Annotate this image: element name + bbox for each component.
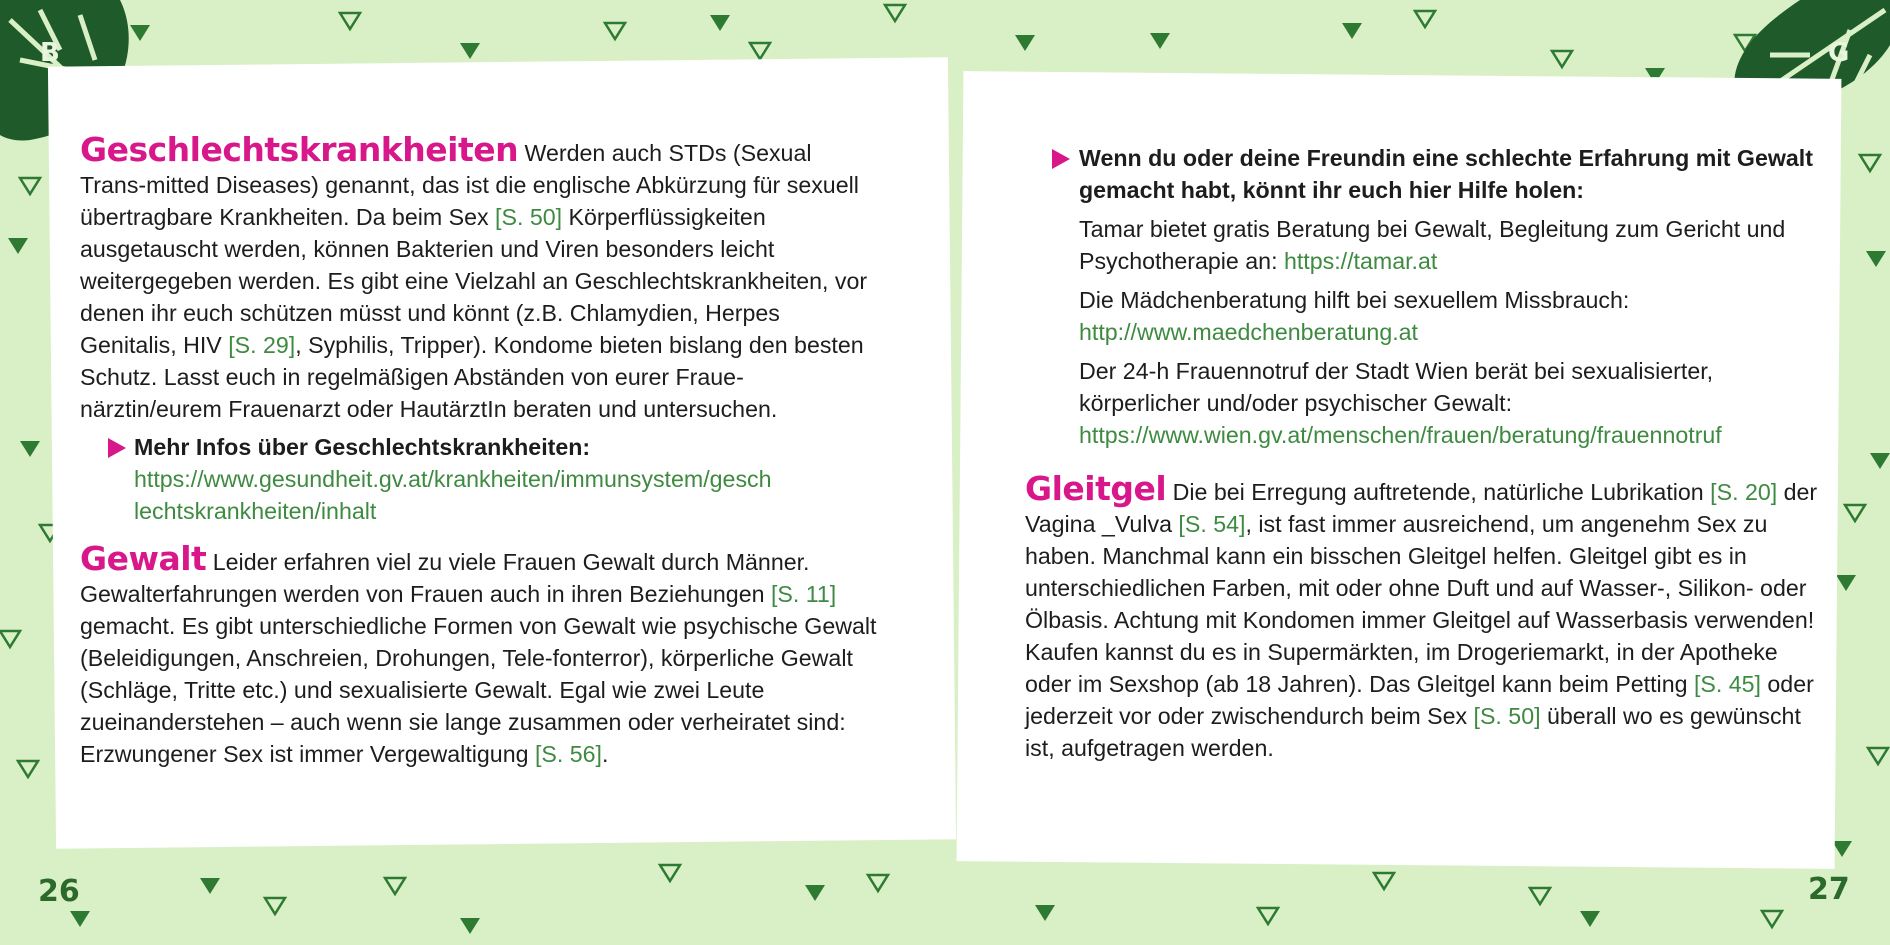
triangle-icon <box>868 875 888 891</box>
triangle-icon <box>460 918 480 934</box>
body-text: gemacht. Es gibt unterschiedliche Formen von Gewalt wie psychische Gewalt (Beleidigungen, Anschreien, Drohungen, Tele-fonterror), körperliche Gewalt (Schläge, Tritte etc.) und sexualisierte Gewalt. Egal wie zwei Leute zueinanderstehen – auch wenn sie lange zusammen oder verheiratet sind: Erzwungener Sex ist immer Vergewaltigung <box>80 613 877 767</box>
triangle-icon <box>200 878 220 894</box>
triangle-icon <box>130 25 150 41</box>
triangle-icon <box>1374 873 1394 889</box>
corner-letter-right: G <box>1828 38 1850 68</box>
triangle-icon <box>1832 841 1852 857</box>
triangle-icon <box>460 43 480 59</box>
triangle-icon <box>1552 51 1572 67</box>
triangle-icon <box>1870 453 1890 469</box>
body-text: , Syphilis, Tripper). Kondome bieten bislang den besten Schutz. Lasst euch in regelmäßigen Abständen von eurer Fraue-närztin/eurem Frauenarzt oder HautärztIn beraten und untersuchen. <box>80 332 864 422</box>
pink-arrow-icon <box>1052 149 1070 169</box>
triangle-icon <box>885 5 905 21</box>
section-gewalt <box>80 539 880 770</box>
help-item-maedchenberatung <box>1025 284 1825 348</box>
triangle-icon <box>805 885 825 901</box>
triangle-icon <box>750 43 770 59</box>
section-title-gleitgel: Gleitgel <box>1025 469 1167 508</box>
triangle-icon <box>710 15 730 31</box>
tamar-link[interactable]: https://tamar.at <box>1283 248 1438 274</box>
body-text: Körperflüssigkeiten ausgetauscht werden, können Bakterien und Viren besonders leicht weitergegeben werden. Es gibt eine Vielzahl an Geschlechtskrankheiten, vor denen ihr euch schützen müsst und könnt (z.B. Chlamydien, Herpes Genitalis, HIV <box>80 204 868 358</box>
section-gleitgel <box>1025 469 1825 764</box>
triangle-icon <box>605 23 625 39</box>
triangle-icon <box>1866 251 1886 267</box>
body-text: Werden auch STDs (Sexual Trans-mitted Diseases) genannt, das ist die englische Abkürzung für sexuell übertragbare Krankheiten. Da beim Sex <box>80 140 859 230</box>
help-item-tamar <box>1025 213 1825 277</box>
body-text: oder jederzeit vor oder zwischendurch beim Sex <box>1025 671 1814 729</box>
triangle-icon <box>340 13 360 29</box>
section-title-geschlechtskrankheiten: Geschlechtskrankheiten <box>80 130 519 169</box>
triangle-icon <box>1035 905 1055 921</box>
triangle-icon <box>385 878 405 894</box>
triangle-icon <box>70 911 90 927</box>
triangle-icon <box>1258 908 1278 924</box>
triangle-icon <box>660 865 680 881</box>
body-text: . <box>601 741 609 767</box>
triangle-icon <box>1415 11 1435 27</box>
info-box-geschlechtskrankheiten <box>80 431 880 527</box>
section-title-gewalt: Gewalt <box>80 539 207 578</box>
notruf-text: Der 24-h Frauennotruf der Stadt Wien berät bei sexualisierter, körperlicher und/oder psychischer Gewalt: <box>1079 358 1714 416</box>
corner-letter-left: B <box>40 38 60 68</box>
frauennotruf-link[interactable]: https://www.wien.gv.at/menschen/frauen/beratung/frauennotruf <box>1079 422 1722 448</box>
page-reference-link[interactable]: [S. 54] <box>1178 511 1246 537</box>
help-heading-text: Wenn du oder deine Freundin eine schlechte Erfahrung mit Gewalt gemacht habt, könnt ihr euch hier Hilfe holen: <box>1079 145 1813 203</box>
page-reference-link[interactable]: [S. 50] <box>495 204 563 230</box>
page-reference-link[interactable]: [S. 45] <box>1693 671 1761 697</box>
triangle-icon <box>20 441 40 457</box>
page-reference-link[interactable]: [S. 29] <box>228 332 296 358</box>
page-reference-link[interactable]: [S. 20] <box>1710 479 1778 505</box>
triangle-icon <box>20 178 40 194</box>
page-number-left: 26 <box>38 874 80 909</box>
help-heading <box>1025 142 1825 206</box>
maedchen-text: Die Mädchenberatung hilft bei sexuellem Missbrauch: <box>1079 287 1630 313</box>
triangle-icon <box>1580 911 1600 927</box>
body-text: Die bei Erregung auftretende, natürliche Lubrikation <box>1166 479 1711 505</box>
triangle-icon <box>1762 911 1782 927</box>
triangle-icon <box>18 761 38 777</box>
section-geschlechtskrankheiten <box>80 130 880 425</box>
page-reference-link[interactable]: [S. 11] <box>770 581 837 607</box>
page-reference-link[interactable]: [S. 56] <box>534 741 602 767</box>
page-reference-link[interactable]: [S. 50] <box>1473 703 1541 729</box>
triangle-icon <box>1860 155 1880 171</box>
tamar-text: Tamar bietet gratis Beratung bei Gewalt, Begleitung zum Gericht und Psychotherapie an: <box>1079 216 1786 274</box>
triangle-icon <box>1845 505 1865 521</box>
help-item-frauennotruf <box>1025 355 1825 451</box>
pink-arrow-icon <box>108 438 126 458</box>
triangle-icon <box>1530 888 1550 904</box>
triangle-icon <box>1342 23 1362 39</box>
triangle-icon <box>1868 748 1888 764</box>
body-text: der Vagina _Vulva <box>1025 479 1818 537</box>
body-text: Leider erfahren viel zu viele Frauen Gewalt durch Männer. Gewalterfahrungen werden von Frauen auch in ihren Beziehungen <box>80 549 810 607</box>
right-column <box>1025 142 1825 764</box>
info-heading: Mehr Infos über Geschlechtskrankheiten: <box>134 434 591 460</box>
triangle-icon <box>0 631 20 647</box>
triangle-icon <box>1150 33 1170 49</box>
page-number-right: 27 <box>1808 872 1850 907</box>
gesundheit-link[interactable]: https://www.gesundheit.gv.at/krankheiten/immunsystem/geschlechtskrankheiten/inhalt <box>134 466 772 524</box>
maedchenberatung-link[interactable]: http://www.maedchenberatung.at <box>1079 319 1419 345</box>
left-column <box>80 130 880 770</box>
triangle-icon <box>1015 35 1035 51</box>
body-text: , ist fast immer ausreichend, um angenehm Sex zu haben. Manchmal kann ein bisschen Gleitgel helfen. Gleitgel gibt es in unterschiedlichen Farben, mit oder ohne Duft und auf Wasser-, Silikon- oder Ölbasis. Achtung mit Kondomen immer Gleitgel auf Wasserbasis verwenden! Kaufen kannst du es in Supermärkten, im Drogeriemarkt, in der Apotheke oder im Sexshop (ab 18 Jahren). Das Gleitgel kann beim Petting <box>1025 511 1815 697</box>
body-text: überall wo es gewünscht ist, aufgetragen werden. <box>1025 703 1801 761</box>
triangle-icon <box>8 238 28 254</box>
triangle-icon <box>1836 575 1856 591</box>
triangle-icon <box>265 898 285 914</box>
